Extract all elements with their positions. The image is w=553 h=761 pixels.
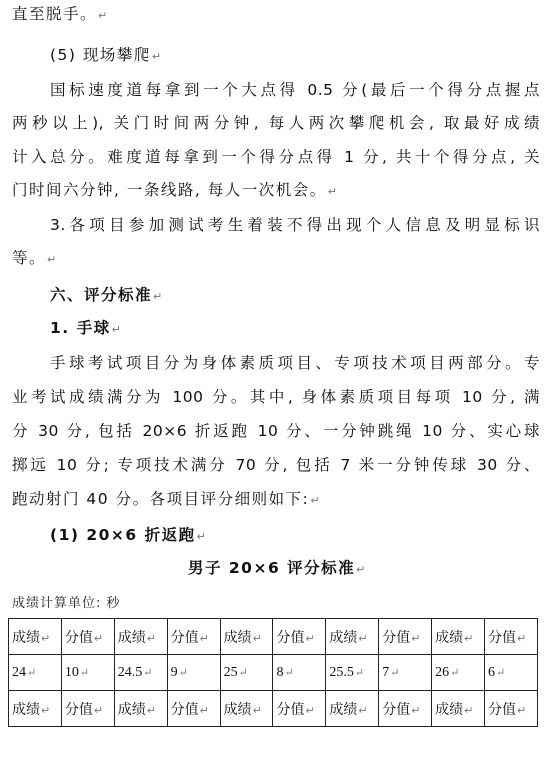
table-cell-text: 7 (382, 664, 390, 680)
table-cell (9, 655, 62, 691)
table-cell (432, 691, 485, 727)
cell-mark-icon: ↵ (496, 666, 506, 679)
cell-mark-icon: ↵ (411, 631, 421, 645)
paragraph-line: 计入总分。难度道每拿到一个得分点得 1 分, 共十个得分点, 关 (12, 148, 540, 166)
table-cell (9, 691, 62, 727)
table-cell-text: 24 (12, 664, 26, 680)
table-cell (167, 655, 220, 691)
table-cell-text: 分值 (64, 701, 93, 718)
paragraph-line: 两秒以上), 关门时间两分钟, 每人两次攀爬机会, 取最好成绩 (12, 114, 540, 132)
table-cell-text: 成绩 (12, 629, 40, 646)
table-cell-text: 成绩 (117, 629, 146, 646)
cell-mark-icon: ↵ (390, 666, 400, 679)
cell-mark-icon: ↵ (41, 631, 51, 645)
subsection-heading-shuttle-run: (1) 20×6 折返跑↵ (50, 526, 206, 544)
table-cell (379, 691, 432, 727)
cell-mark-icon: ↵ (146, 631, 156, 645)
table-cell (167, 691, 220, 727)
table-cell (485, 655, 538, 691)
cell-mark-icon: ↵ (517, 703, 527, 717)
table-cell (114, 655, 167, 691)
paragraph-mark-icon: ↵ (47, 253, 57, 266)
table-cell (61, 655, 114, 691)
table-cell-text: 6 (488, 664, 496, 680)
cell-mark-icon: ↵ (354, 666, 365, 679)
cell-mark-icon: ↵ (41, 703, 51, 717)
paragraph-mark-icon: ↵ (111, 323, 121, 336)
paragraph-line: 跑动射门 40 分。各项目评分细则如下:↵ (12, 490, 320, 508)
table-row (9, 691, 538, 727)
paragraph-mark-icon: ↵ (356, 563, 366, 576)
table-cell-text: 成绩 (117, 701, 146, 718)
table-cell-text: 成绩 (329, 629, 358, 646)
paragraph-mark-icon: ↵ (151, 50, 162, 63)
paragraph-mark-icon: ↵ (98, 9, 108, 22)
cell-mark-icon: ↵ (252, 631, 262, 645)
paragraph-line: 国标速度道每拿到一个大点得 0.5 分(最后一个得分点握点 (50, 81, 540, 99)
unit-label: 成绩计算单位: 秒 (12, 596, 121, 611)
table-cell-text: 分值 (382, 701, 411, 718)
table-cell (326, 619, 379, 655)
table-cell-text: 成绩 (329, 701, 358, 718)
table-cell-text: 成绩 (435, 701, 464, 718)
paragraph-line: 分 30 分, 包括 20×6 折返跑 10 分、一分钟跳绳 10 分、实心球 (12, 422, 540, 440)
cell-mark-icon: ↵ (178, 666, 188, 679)
section-heading-scoring: 六、评分标准↵ (50, 286, 163, 304)
cell-mark-icon: ↵ (284, 666, 294, 679)
table-cell (273, 619, 326, 655)
paragraph-line: 业考试成绩满分为 100 分。其中, 身体素质项目每项 10 分, 满 (12, 388, 540, 406)
paragraph-line: 门时间六分钟, 一条线路, 每人一次机会。↵ (12, 181, 337, 199)
table-cell-text: 分值 (382, 629, 411, 646)
paragraph-line: 直至脱手。↵ (12, 5, 108, 23)
table-cell-text: 25 (223, 664, 238, 680)
table-cell (220, 619, 273, 655)
cell-mark-icon: ↵ (199, 631, 209, 645)
table-cell (167, 619, 220, 655)
table-cell-text: 成绩 (12, 701, 40, 718)
table-cell (9, 619, 62, 655)
table-cell-text: 分值 (170, 629, 199, 646)
table-cell (273, 655, 326, 691)
paragraph-line: 掷远 10 分; 专项技术满分 70 分, 包括 7 米一分钟传球 30 分、 (12, 456, 540, 474)
table-cell (114, 691, 167, 727)
table-cell-text: 8 (276, 664, 284, 680)
cell-mark-icon: ↵ (305, 703, 315, 717)
cell-mark-icon: ↵ (411, 703, 421, 717)
table-cell-text: 分值 (276, 701, 305, 718)
cell-mark-icon: ↵ (27, 666, 37, 679)
table-cell-text: 分值 (488, 629, 517, 646)
paragraph-line: 3.各项目参加测试考生着装不得出现个人信息及明显标识 (50, 216, 540, 234)
paragraph-mark-icon: ↵ (153, 290, 163, 303)
table-cell-text: 26 (435, 664, 450, 680)
cell-mark-icon: ↵ (517, 631, 527, 645)
table-cell-text: 分值 (170, 701, 199, 718)
cell-mark-icon: ↵ (252, 703, 262, 717)
cell-mark-icon: ↵ (79, 666, 90, 679)
paragraph-mark-icon: ↵ (196, 530, 206, 543)
cell-mark-icon: ↵ (238, 666, 248, 679)
table-cell (220, 691, 273, 727)
cell-mark-icon: ↵ (464, 703, 474, 717)
table-cell (485, 691, 538, 727)
table-cell-text: 分值 (64, 629, 93, 646)
cell-mark-icon: ↵ (199, 703, 209, 717)
table-cell-text: 分值 (488, 701, 517, 718)
table-cell (326, 655, 379, 691)
table-cell-text: 25.5 (329, 664, 354, 680)
table-row (9, 655, 538, 691)
section-heading-climbing: (5) 现场攀爬↵ (50, 46, 162, 64)
section-heading-handball: 1. 手球↵ (50, 319, 121, 337)
table-cell (485, 619, 538, 655)
table-row (9, 619, 538, 655)
cell-mark-icon: ↵ (93, 703, 104, 717)
table-cell (61, 691, 114, 727)
paragraph-line: 等。↵ (12, 249, 57, 267)
cell-mark-icon: ↵ (358, 631, 368, 645)
table-cell (379, 619, 432, 655)
table-cell-text: 24.5 (117, 664, 143, 680)
score-table (8, 618, 538, 727)
paragraph-line: 手球考试项目分为身体素质项目、专项技术项目两部分。专 (50, 354, 540, 372)
cell-mark-icon: ↵ (143, 666, 153, 679)
table-cell (114, 619, 167, 655)
paragraph-mark-icon: ↵ (310, 494, 320, 507)
cell-mark-icon: ↵ (305, 631, 315, 645)
table-cell-text: 分值 (276, 629, 305, 646)
table-cell (220, 655, 273, 691)
table-cell-text: 10 (64, 664, 79, 680)
table-cell (432, 655, 485, 691)
cell-mark-icon: ↵ (464, 631, 474, 645)
table-title: 男子 20×6 评分标准↵ (188, 559, 366, 577)
cell-mark-icon: ↵ (358, 703, 368, 717)
table-cell-text: 成绩 (223, 701, 252, 718)
table-cell-text: 9 (170, 664, 178, 680)
cell-mark-icon: ↵ (146, 703, 156, 717)
paragraph-mark-icon: ↵ (327, 185, 337, 198)
table-cell (326, 691, 379, 727)
table-cell (273, 691, 326, 727)
cell-mark-icon: ↵ (93, 631, 104, 645)
table-cell-text: 成绩 (435, 629, 464, 646)
table-cell (61, 619, 114, 655)
table-cell (379, 655, 432, 691)
table-cell-text: 成绩 (223, 629, 252, 646)
table-cell (432, 619, 485, 655)
cell-mark-icon: ↵ (450, 666, 460, 679)
